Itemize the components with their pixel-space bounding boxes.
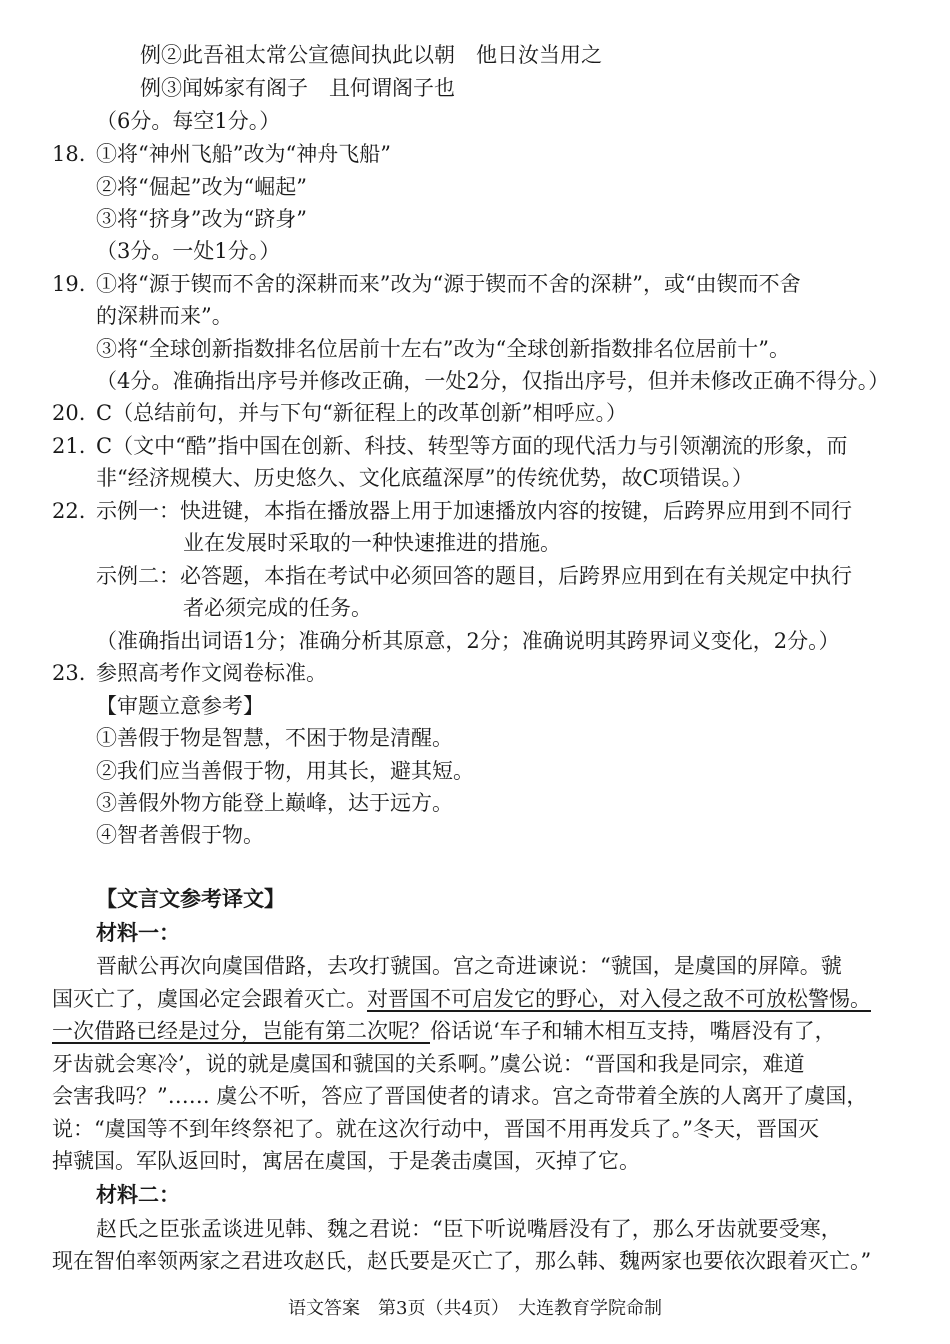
answer-text: C（总结前句，并与下句“新征程上的改革创新”相呼应。） [96,401,628,425]
answer-text: C（文中“酷”指中国在创新、科技、转型等方面的现代活力与引领潮流的形象，而 [96,434,848,458]
answer-text: 示例一：快进键，本指在播放器上用于加速播放内容的按键，后跨界应用到不同行 [96,499,852,523]
question-23 [52,658,327,688]
underlined-text: 对晋国不可启发它的野心，对入侵之敌不可放松警惕。 [367,987,871,1011]
translation-line: 牙齿就会寒冷’，说的就是虞国和虢国的关系啊。”虞公说：“晋国和我是同宗，难道 [52,1052,805,1076]
score-note: （4分。准确指出序号并修改正确，一处2分，仅指出序号，但并未修改正确不得分。） [96,369,890,393]
page-footer: 语文答案 第3页（共4页） 大连教育学院命制 [288,1298,662,1319]
answer-line: 非“经济规模大、历史悠久、文化底蕴深厚”的传统优势，故C项错误。） [96,466,754,490]
translation-line: 赵氏之臣张孟谈进见韩、魏之君说：“臣下听说嘴唇没有了，那么牙齿就要受寒， [96,1217,842,1241]
question-number: 19. [52,272,86,296]
translation-text: 俗话说‘车子和辅木相互支持，嘴唇没有了， [430,1019,836,1043]
score-note: （准确指出词语1分；准确分析其原意，2分；准确说明其跨界词义变化，2分。） [96,629,840,653]
score-note: （3分。一处1分。） [96,239,281,263]
question-22 [52,496,852,526]
answer-line: 业在发展时采取的一种快速推进的措施。 [183,531,561,555]
translation-line: 晋献公再次向虞国借路，去攻打虢国。宫之奇进谏说：“虢国，是虞国的屏障。虢 [96,954,842,978]
underlined-text: 一次借路已经是过分，岂能有第二次呢？ [52,1019,430,1043]
answer-line: ②将“倔起”改为“崛起” [96,175,307,199]
translation-text: 国灭亡了，虞国必定会跟着灭亡。 [52,987,367,1011]
answer-text: 参照高考作文阅卷标准。 [96,661,327,685]
answer-text: ①将“神州飞船”改为“神舟飞船” [96,142,391,166]
section-heading: 【文言文参考译文】 [96,886,285,911]
question-20 [52,398,627,428]
answer-line: 者必须完成的任务。 [183,596,372,620]
answer-line: 的深耕而来”。 [96,304,233,328]
answer-text: ①将“源于锲而不舍的深耕而来”改为“源于锲而不舍的深耕”，或“由锲而不舍 [96,272,801,296]
translation-line: 会害我吗？”…… 虞公不听，答应了晋国使者的请求。宫之奇带着全族的人离开了虞国， [52,1084,868,1108]
answer-line: ③将“全球创新指数排名位居前十左右”改为“全球创新指数排名位居前十”。 [96,337,790,361]
question-number: 20. [52,401,86,425]
answer-line: ③善假外物方能登上巅峰，达于远方。 [96,791,453,815]
material-title: 材料二： [96,1182,180,1207]
question-number: 22. [52,499,86,523]
answer-line: 例③闻姊家有阁子 且何谓阁子也 [140,76,455,100]
translation-line [52,1016,836,1046]
answer-line: ①善假于物是智慧，不困于物是清醒。 [96,726,453,750]
question-number: 23. [52,661,86,685]
material-title: 材料一： [96,920,180,945]
answer-line: 示例二：必答题，本指在考试中必须回答的题目，后跨界应用到在有关规定中执行 [96,564,852,588]
score-note: （6分。每空1分。） [96,109,281,133]
answer-line: 例②此吾祖太常公宣德间执此以朝 他日汝当用之 [140,43,602,67]
translation-line [52,984,871,1014]
question-number: 18. [52,142,86,166]
question-21 [52,431,848,461]
answer-line: ④智者善假于物。 [96,823,264,847]
question-19 [52,269,801,299]
subheading: 【审题立意参考】 [96,694,264,718]
translation-line: 现在智伯率领两家之君进攻赵氏，赵氏要是灭亡了，那么韩、魏两家也要依次跟着灭亡。” [52,1249,872,1273]
answer-line: ②我们应当善假于物，用其长，避其短。 [96,759,474,783]
translation-line: 说：“虞国等不到年终祭祀了。就在这次行动中，晋国不用再发兵了。”冬天，晋国灭 [52,1117,819,1141]
question-18 [52,139,391,169]
answer-line: ③将“挤身”改为“跻身” [96,207,307,231]
question-number: 21. [52,434,86,458]
translation-line: 掉虢国。军队返回时，寓居在虞国，于是袭击虞国，灭掉了它。 [52,1149,640,1173]
